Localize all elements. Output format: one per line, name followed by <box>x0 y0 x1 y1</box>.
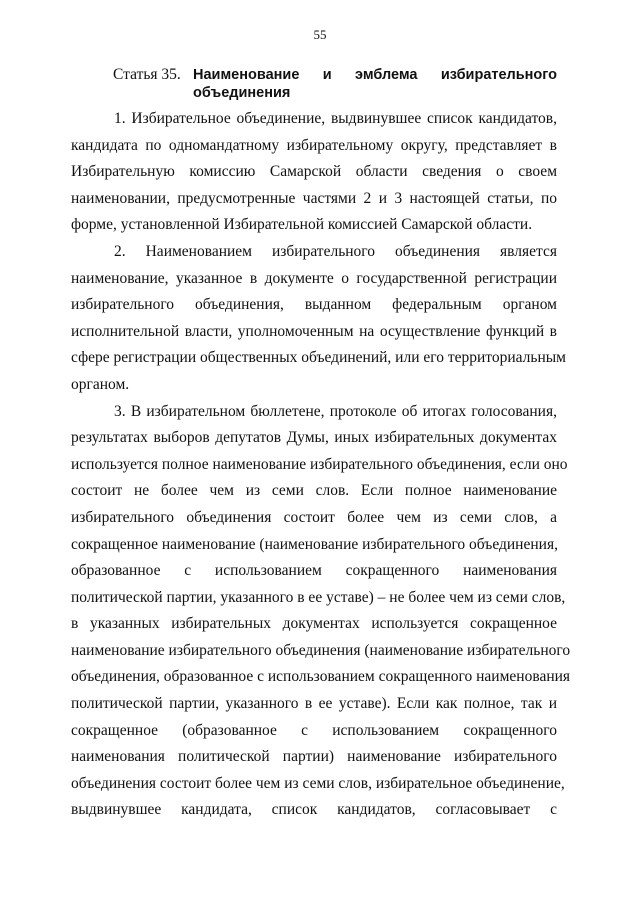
paragraph-3-line: политической партии, указанного в ее уставе) – не более чем из семи слов, <box>71 588 566 606</box>
paragraph-2-line: 2. Наименованием избирательного объединения является <box>114 242 557 260</box>
article-number: Статья 35. <box>113 66 181 83</box>
paragraph-2-line: наименование, указанное в документе о государственной регистрации <box>71 269 557 287</box>
paragraph-2-line: избирательного объединения, выданном федеральным органом <box>71 296 557 314</box>
article-heading <box>113 66 557 102</box>
paragraph-3-line: наименования политической партии) наименование избирательного <box>71 748 557 766</box>
paragraph-3-line: объединения состоит более чем из семи слов, избирательное объединение, <box>71 774 565 792</box>
article-title: Наименование и эмблема избирательного <box>193 67 557 83</box>
paragraph-3-line: наименование избирательного объединения (наименование избирательного <box>71 641 571 659</box>
paragraph-2-line: сфере регистрации общественных объединений, или его территориальным <box>71 349 566 367</box>
paragraph-3-line: образованное с использованием сокращенного наименования <box>71 562 557 580</box>
paragraph-3-line: политической партии, указанного в ее уставе). Если как полное, так и <box>71 695 557 713</box>
paragraph-3-line: сокращенное наименование (наименование избирательного объединения, <box>71 535 558 553</box>
paragraph-1-line: наименовании, предусмотренные частями 2 и 3 настоящей статьи, по <box>71 189 557 207</box>
article-body <box>71 106 571 824</box>
paragraph-3-line: сокращенное (образованное с использованием сокращенного <box>71 721 557 739</box>
paragraph-3-line: 3. В избирательном бюллетене, протоколе об итогах голосования, <box>114 402 557 420</box>
paragraph-3-line: выдвинувшее кандидата, список кандидатов, согласовывает с <box>71 801 557 819</box>
paragraph-3-line: в указанных избирательных документах используется сокращенное <box>71 615 557 633</box>
paragraph-3-line: объединения, образованное с использованием сокращенного наименования <box>71 668 571 686</box>
paragraph-3-line: используется полное наименование избирательного объединения, если оно <box>71 455 568 473</box>
paragraph-3-line: состоит не более чем из семи слов. Если полное наименование <box>71 482 557 500</box>
article-heading-row <box>113 66 557 84</box>
paragraph-2-line: исполнительной власти, уполномоченным на осуществление функций в <box>71 322 557 340</box>
paragraph-1-line: кандидата по одномандатному избирательному округу, представляет в <box>71 136 557 154</box>
page-number: 55 <box>313 27 327 42</box>
article-title-continuation: объединения <box>193 85 291 101</box>
paragraph-2-line: органом. <box>71 375 130 393</box>
paragraph-1-line: форме, установленной Избирательной комиссией Самарской области. <box>71 216 533 234</box>
paragraph-1-line: Избирательную комиссию Самарской области сведения о своем <box>71 163 557 181</box>
paragraph-3-line: избирательного объединения состоит более чем из семи слов, а <box>71 508 557 526</box>
paragraph-3-line: результатах выборов депутатов Думы, иных избирательных документах <box>71 429 557 447</box>
paragraph-1-line: 1. Избирательное объединение, выдвинувшее список кандидатов, <box>114 110 557 127</box>
